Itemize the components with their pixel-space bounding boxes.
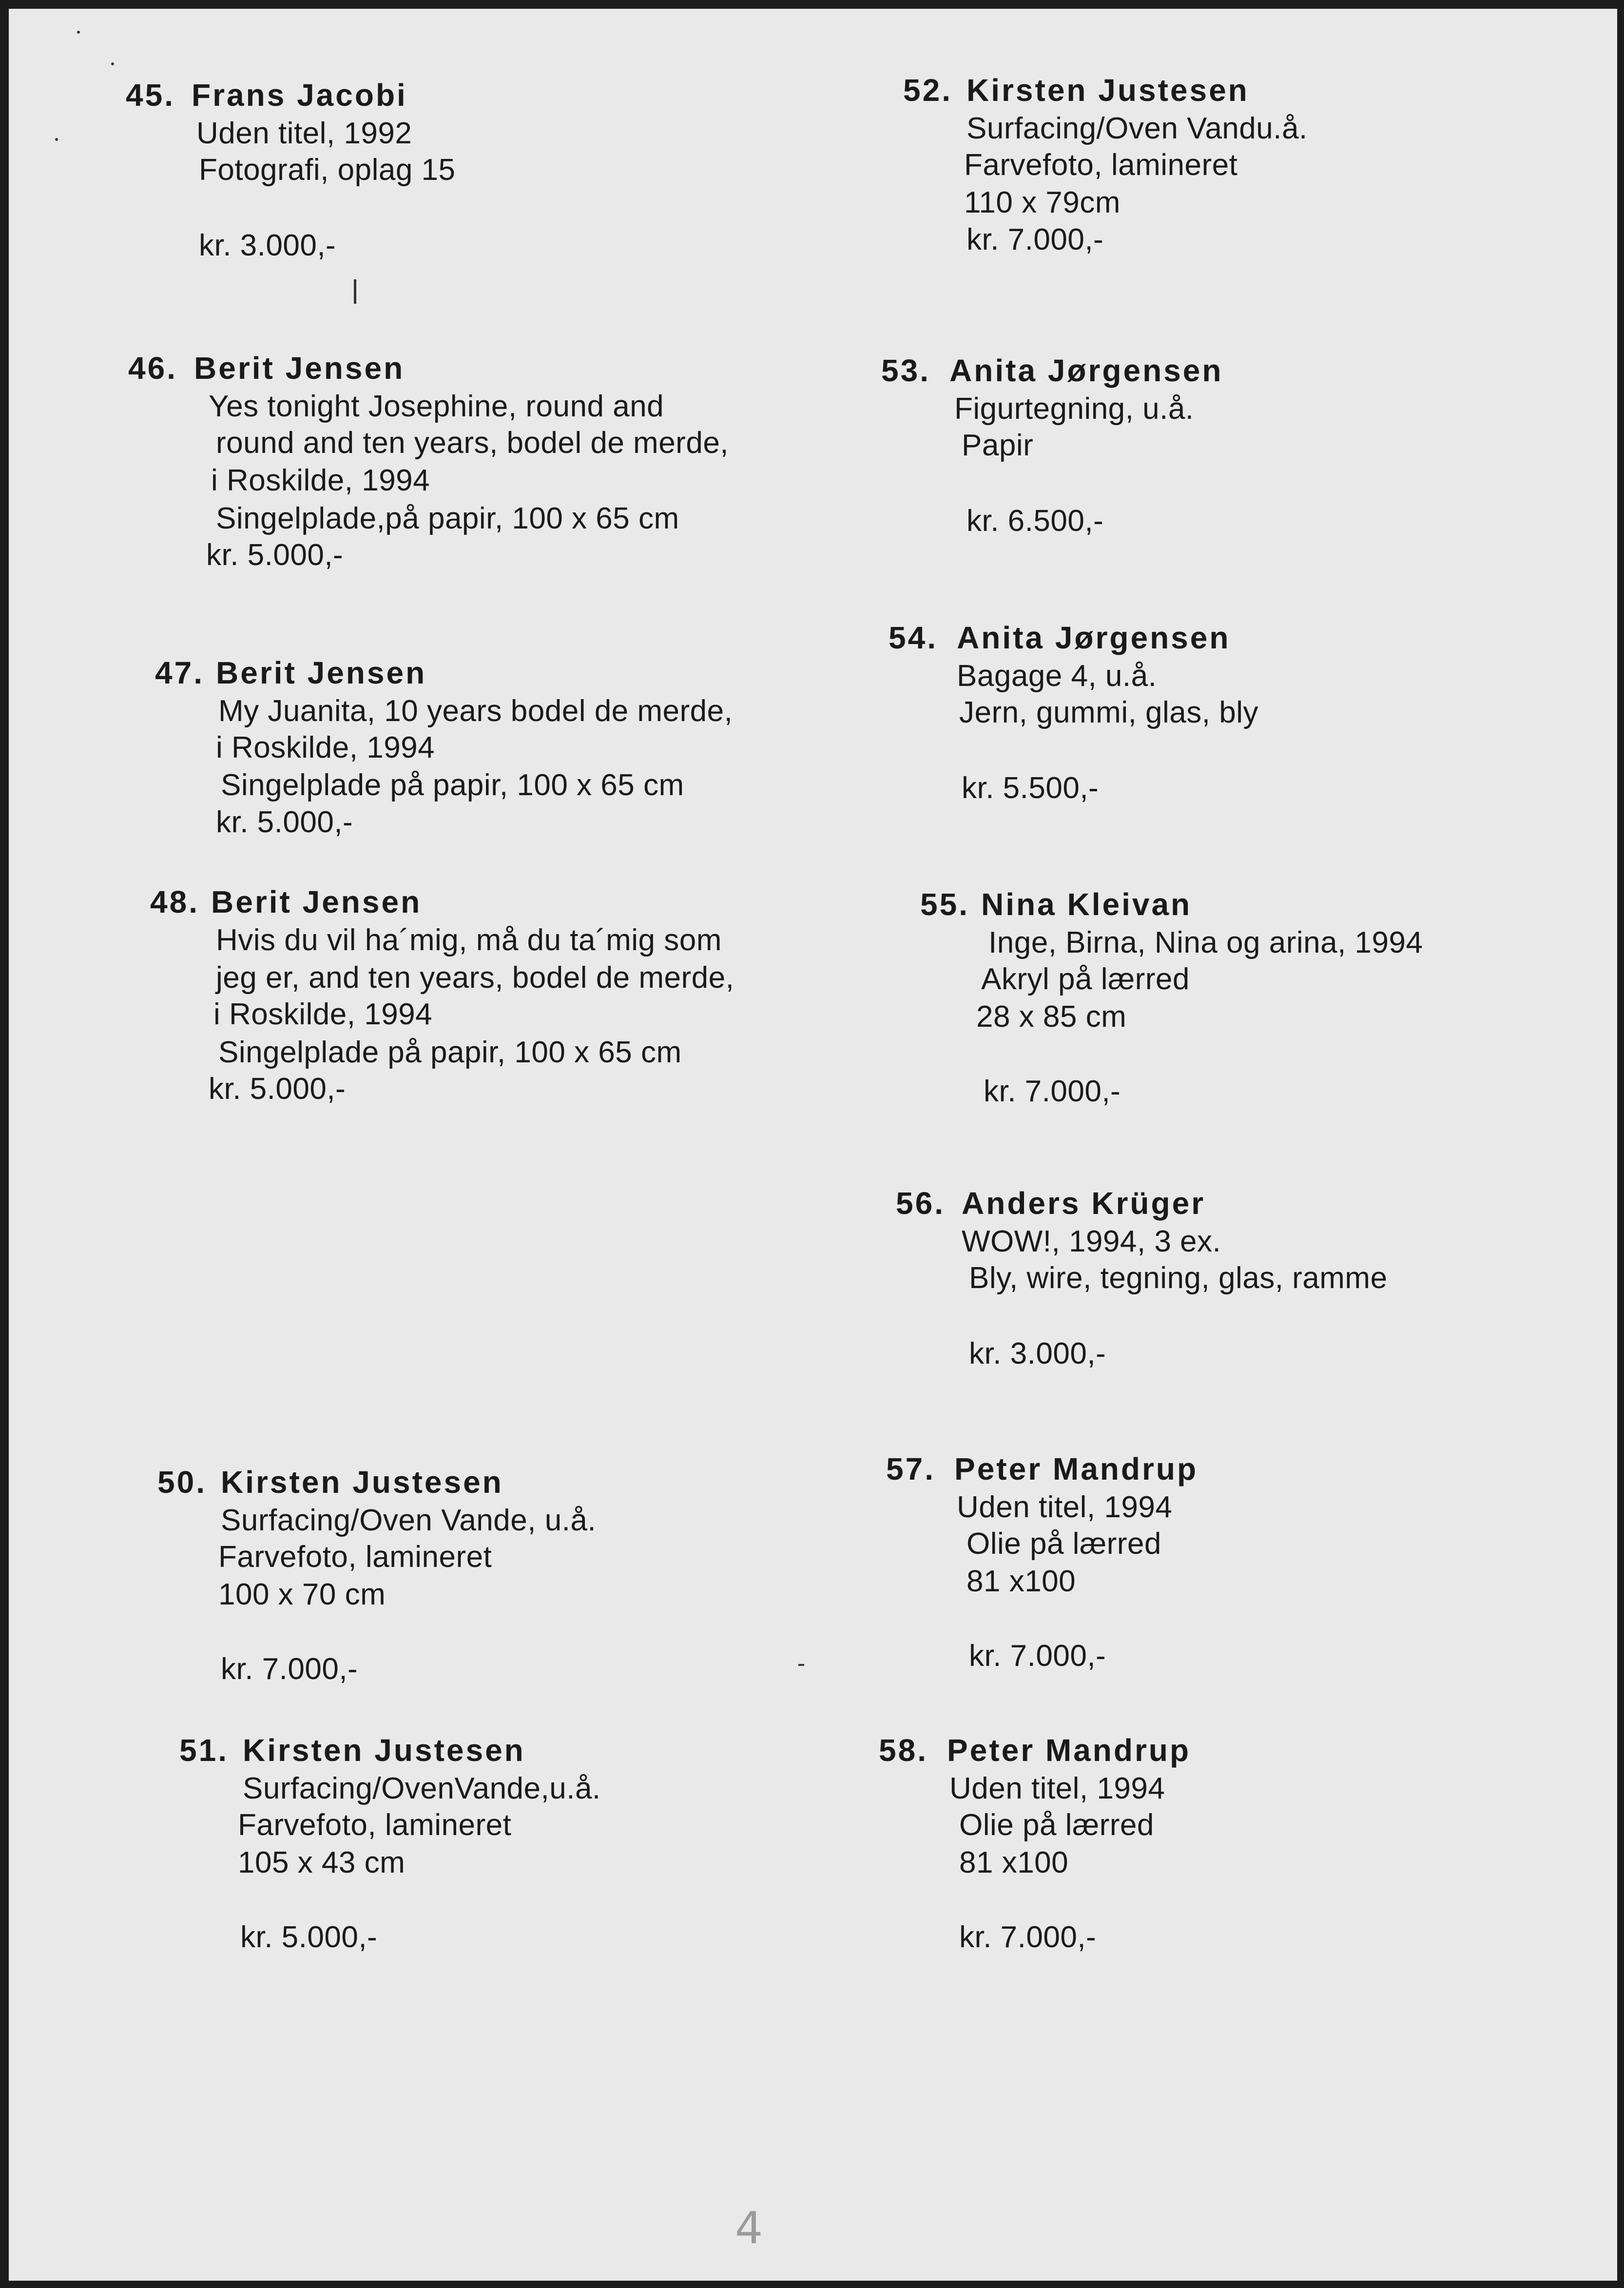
entry-line: Yes tonight Josephine, round and <box>209 390 664 423</box>
entry-line: 100 x 70 cm <box>218 1578 386 1611</box>
artist-name: Kirsten Justesen <box>243 1733 525 1768</box>
artist-name: Kirsten Justesen <box>221 1465 503 1500</box>
price: kr. 7.000,- <box>967 223 1104 256</box>
entry-line: jeg er, and ten years, bodel de merde, <box>216 961 735 995</box>
entry-line: Figurtegning, u.å. <box>954 392 1194 426</box>
entry-line: Olie på lærred <box>967 1527 1161 1561</box>
entry-line: Inge, Birna, Nina og arina, 1994 <box>988 926 1423 959</box>
artist-name: Frans Jacobi <box>192 78 407 113</box>
entry-number: 51. <box>179 1733 229 1768</box>
entry-line: i Roskilde, 1994 <box>216 731 435 764</box>
entry-line: My Juanita, 10 years bodel de merde, <box>218 694 733 728</box>
entry-line: Singelplade på papir, 100 x 65 cm <box>221 768 684 802</box>
entry-number: 45. <box>126 78 175 113</box>
entry-line: Uden titel, 1992 <box>196 117 412 150</box>
price: kr. 5.000,- <box>216 805 353 839</box>
entry-line: i Roskilde, 1994 <box>211 464 430 497</box>
document-page <box>9 9 1617 2281</box>
entry-line: Papir <box>962 429 1034 462</box>
pencil-mark <box>798 1664 804 1666</box>
artist-name: Kirsten Justesen <box>967 73 1249 108</box>
entry-number: 53. <box>881 353 930 388</box>
entry-number: 58. <box>879 1733 928 1768</box>
entry-line: Surfacing/OvenVande,u.å. <box>243 1772 601 1805</box>
price: kr. 6.500,- <box>967 504 1104 538</box>
entry-line: Singelplade,på papir, 100 x 65 cm <box>216 502 679 535</box>
price: kr. 7.000,- <box>221 1652 358 1686</box>
price: kr. 7.000,- <box>959 1920 1097 1954</box>
entry-line: 81 x100 <box>967 1564 1076 1598</box>
entry-line: i Roskilde, 1994 <box>213 997 433 1031</box>
price: kr. 3.000,- <box>969 1337 1106 1370</box>
price: kr. 5.500,- <box>962 771 1099 805</box>
entry-number: 46. <box>128 351 177 386</box>
price: kr. 5.000,- <box>240 1920 378 1954</box>
entry-line: Bagage 4, u.å. <box>957 659 1157 693</box>
entry-line: Akryl på lærred <box>981 962 1190 996</box>
entry-line: Surfacing/Oven Vande, u.å. <box>221 1504 597 1537</box>
entry-line: Fotografi, oplag 15 <box>199 153 456 187</box>
entry-number: 56. <box>896 1186 945 1221</box>
entry-line: Uden titel, 1994 <box>957 1490 1173 1524</box>
price: kr. 7.000,- <box>969 1639 1106 1673</box>
punch-dot <box>55 138 58 141</box>
entry-line: Surfacing/Oven Vandu.å. <box>967 112 1308 145</box>
artist-name: Nina Kleivan <box>981 887 1192 922</box>
artist-name: Peter Mandrup <box>954 1451 1199 1486</box>
entry-line: Farvefoto, lamineret <box>238 1808 512 1842</box>
price: kr. 5.000,- <box>209 1072 346 1106</box>
entry-line: 28 x 85 cm <box>976 1000 1127 1034</box>
artist-name: Anita Jørgensen <box>949 353 1223 388</box>
price: kr. 7.000,- <box>984 1075 1121 1108</box>
artist-name: Peter Mandrup <box>947 1733 1191 1768</box>
entry-number: 57. <box>886 1451 935 1486</box>
artist-name: Anita Jørgensen <box>957 620 1231 655</box>
artist-name: Berit Jensen <box>194 351 405 386</box>
entry-line: Hvis du vil ha´mig, må du ta´mig som <box>216 923 722 957</box>
artist-name: Anders Krüger <box>962 1186 1206 1221</box>
entry-line: Farvefoto, lamineret <box>218 1540 492 1574</box>
price: kr. 3.000,- <box>199 229 336 262</box>
entry-line: Jern, gummi, glas, bly <box>959 696 1258 729</box>
entry-line: Singelplade på papir, 100 x 65 cm <box>218 1036 682 1069</box>
entry-number: 48. <box>150 884 199 919</box>
punch-dot <box>77 31 80 34</box>
entry-line: 105 x 43 cm <box>238 1846 406 1879</box>
entry-line: 81 x100 <box>959 1846 1069 1879</box>
entry-line: Bly, wire, tegning, glas, ramme <box>969 1261 1388 1295</box>
entry-number: 50. <box>157 1465 207 1500</box>
page-number: 4 <box>735 2203 763 2254</box>
artist-name: Berit Jensen <box>211 884 422 919</box>
pencil-mark <box>354 279 356 304</box>
entry-line: Uden titel, 1994 <box>949 1772 1165 1805</box>
artist-name: Berit Jensen <box>216 655 427 690</box>
entry-line: round and ten years, bodel de merde, <box>216 426 729 460</box>
entry-line: Olie på lærred <box>959 1808 1154 1842</box>
price: kr. 5.000,- <box>206 538 344 572</box>
entry-line: 110 x 79cm <box>964 186 1121 219</box>
entry-number: 47. <box>155 655 204 690</box>
entry-line: WOW!, 1994, 3 ex. <box>962 1225 1221 1258</box>
entry-number: 55. <box>920 887 969 922</box>
entry-line: Farvefoto, lamineret <box>964 148 1238 182</box>
entry-number: 54. <box>889 620 938 655</box>
punch-dot <box>111 62 114 65</box>
entry-number: 52. <box>903 73 952 108</box>
